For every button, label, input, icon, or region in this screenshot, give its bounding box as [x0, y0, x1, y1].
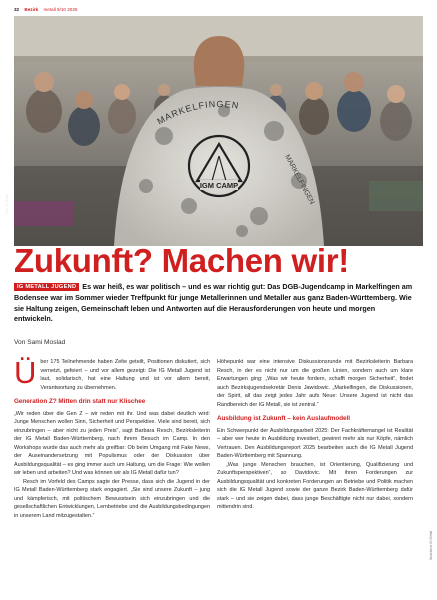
shirt-text-top: MARKELFINGEN	[155, 98, 241, 127]
paragraph: „Was junge Menschen brauchen, ist Orientierung, Qualifizierung und Zukunftsperspektiven“, so Davidovic. Mit ihren Forderungen zur Ausbildungsqualität und konkreten Forderungen an Betriebe und Politik machen sich die IG Metall Jugend sowie der ganze Bezirk Baden-Württemberg dafür stark – und sie zeigen dabei, dass junge Beschäftigte nicht nur dabei, sondern mittendrin sind.	[217, 461, 413, 510]
article-column-left	[14, 355, 210, 520]
article-lead	[14, 282, 414, 325]
shirt-text-right: MARKELFINGEN	[283, 153, 316, 206]
topic-badge: IG METALL JUGEND	[14, 283, 79, 291]
hero-photo	[14, 16, 423, 246]
paragraph	[14, 355, 210, 392]
page-header	[14, 7, 77, 12]
paragraph: Resch im Vorfeld des Camps sagte der Presse, dass sich die Jugend in der IG Metall Baden-Württemberg stark engagiert. „Sie sind unsere Zukunft – jung und kämpferisch, mit politischem Bewusstsein sich einzubringen und die gesellschaftlichen Entwicklungen, Lernbetriebe und die Ausbildungsbedingungen in unserem Land mitzugestalten.“	[14, 478, 210, 519]
page-number: 32	[14, 7, 20, 12]
camp-photo-illustration	[14, 16, 423, 246]
paragraph-text: ber 175 Teilnehmende haben Zelte geteilt, Positionen diskutiert, sich vernetzt, gefeiert – und vor allem gezeigt: Die IG Metall Jugend ist laut, solidarisch, hat eine Haltung und ist vor allem bereit, Verantwortung zu übernehmen.	[40, 359, 210, 391]
shirt-logo-text: IGM CAMP	[199, 181, 239, 190]
paragraph: Höhepunkt war eine intensive Diskussionsrunde mit Bezirksleiterin Barbara Resch, in der es nicht nur um die großen Linien, sondern auch um klare Erwartungen ging: „Was wir heute fordern, schafft morgen Sicherheit“, findet auch Bezirksjugendsekretär Denis Jawidowic. „Markelfingen, die Diskussionen, der Spirit, all das zeigt jedes Jahr aufs Neue: Unsere Jugend ist nicht das Randbereich der IG Metall, sie ist zentral.“	[217, 359, 413, 408]
lead-text: Es war heiß, es war politisch – und es war richtig gut: Das DGB-Jugendcamp in Markelfingen am Bodensee war im Sommer wieder Treffpunkt für junge Metallerinnen und Metaller aus ganz Baden-Württemberg. Wie sie Haltung zeigen, Gemeinschaft leben und Antworten auf die Herausforderungen von heute und morgen entwickeln.	[14, 282, 413, 324]
side-credit: Illustration: IG Metall	[429, 530, 433, 560]
article-column-right	[217, 358, 413, 512]
paragraph: Ein Schwerpunkt der Ausbildungsarbeit 2025: Der Fachkräftemangel ist Realität – aber wer heute in Ausbildung investiert, gewinnt mehr als nur Köpfe, nämlich Vertrauen. Den Ausbildungsreport 2025 bearbeiten auch die IG Metall Jugend Baden-Württemberg mit Spannung.	[217, 427, 413, 459]
article-headline: Zukunft? Machen wir!	[14, 242, 349, 279]
drop-cap: Ü	[14, 355, 37, 390]
author-byline: Von Sami Moslad	[14, 339, 66, 346]
issue-label: metall 9/10 2025	[43, 7, 78, 12]
paragraph: „Wir reden über die Gen Z – wir reden mit ihr. Und was dabei deutlich wird: Junge Menschen wollen Sinn, Sicherheit und Perspektive. Viele sind bereit, sich einzubringen – aber nicht zu jeden Preis“, sagt Barbara Resch, Bezirksleiterin der IG Metall Baden-Württemberg, nach ihrem Besuch im Camp. In den Workshops wurde das auch mehr als greifbar: Ob beim Umgang mit Fake News, der Auseinandersetzung mit Populismus oder der Diskussion über Ausbildungsqualität – es ging immer auch um Haltung, um die Frage: Wie wollen wir leben und arbeiten? Und was können wir als IG Metall dafür tun?	[14, 410, 210, 476]
photo-credit: Foto: IG Metall	[5, 194, 9, 215]
section-name: Bezirk	[24, 7, 39, 12]
subheading: Generation Z? Mitten drin statt nur Klischee	[14, 398, 146, 405]
subheading: Ausbildung ist Zukunft – kein Auslaufmodell	[217, 415, 351, 422]
